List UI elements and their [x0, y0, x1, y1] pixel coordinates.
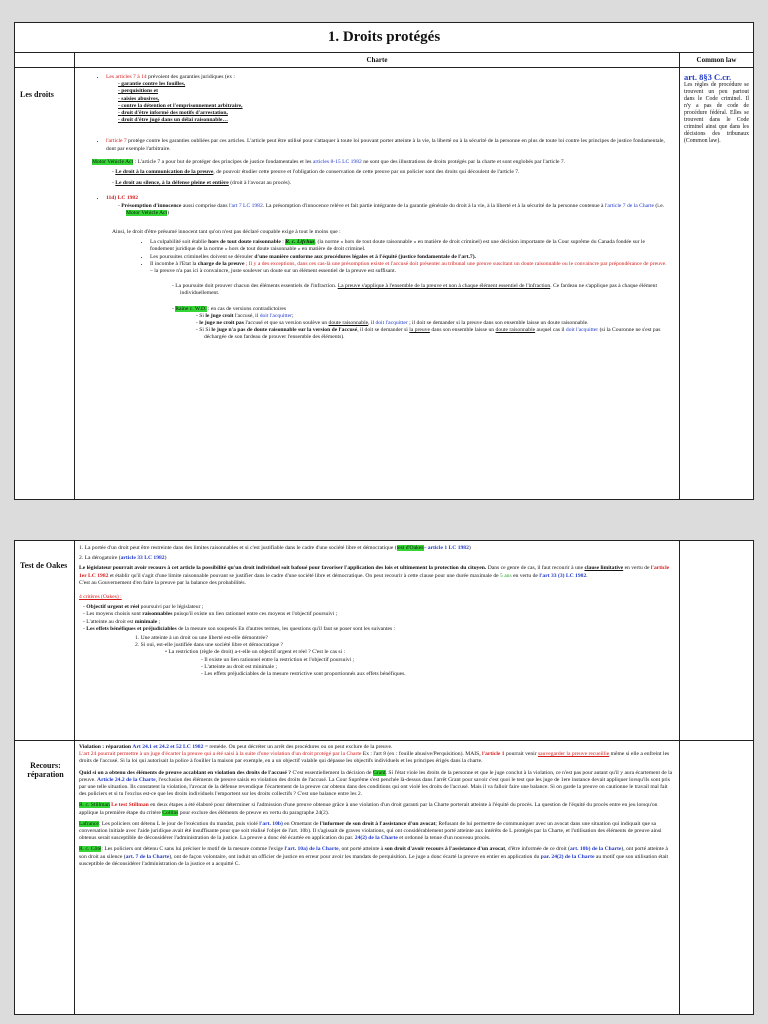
article-24-2-ref: Article 24.2 de la Charte — [97, 776, 156, 783]
criterion-text: ; — [158, 618, 161, 625]
condition-procedure — [150, 254, 670, 261]
stillman-text: en deux étapes a été élaboré pour déterminer si l'admission d'une preuve obtenue grâce à une violation d'un droit garanti par la Charte porterait atteinte à l'équité du procès. La question de l'équité du procès entre en jeu lorsqu'on applique la première étape du critère — [79, 802, 658, 816]
art-11d-ref: 11d) LC 1982 — [106, 195, 139, 202]
lafrance-text: : Les policiers ont détenu L le jour de l'exécution du mandat, puis violé — [98, 820, 258, 827]
bullet-11d — [106, 195, 670, 217]
cote-text: ), ont porté atteinte à son droit au silence ( — [79, 846, 668, 860]
presumption-text: (i.e. — [655, 202, 665, 209]
acquit-blue: doit l'acquitter — [259, 312, 292, 319]
article-7-ref: l'article 7 — [106, 138, 127, 145]
condition-text: Les poursuites criminelles doivent se dérouler — [150, 253, 253, 260]
document-page-1 — [14, 22, 754, 500]
wd-step-text: , il doit se demander si — [357, 327, 408, 334]
criterion-text: poursuivi par le législateur ; — [140, 604, 204, 611]
derogation-text: Dans ce genre de cas, il faut recourir à une — [487, 565, 584, 572]
guarantee-item: - perquisitions et — [126, 88, 670, 95]
article-33-3-ref: l'art 33 (3) LC 1982 — [539, 572, 587, 579]
recours-content-cell — [75, 741, 680, 1015]
collins-highlight: Collins — [162, 809, 179, 816]
par-24-2-ref: par. 24(2) de la Charte — [540, 853, 595, 860]
wd-step-text: auquel cas il — [536, 327, 565, 334]
lafrance-text: ; Refusant de lui permettre de communiquer avec un avocat dans une situation qui indiquait que sa conversation initiale avec l'aide juridique avait été insuffisante pour que soit réalisé l'objet de l'art. 10b). Il s'agissait de graves violations, qui ont considérablement porté atteinte aux intérêts de L protégés par la Charte, et l'utilisation des éléments de preuve ainsi obtenus serait susceptible de déconsidérer l'administration de la justice. La preuve a donc été écartée en application du par. — [79, 820, 662, 842]
oakes-highlight: test d'Oakes — [396, 545, 424, 551]
prosecution-item — [175, 283, 670, 297]
criterion-text: L'atteinte au droit est — [86, 618, 134, 625]
grant-text: . Si l'état viole les droits de la personne et que le juge conclut à la violation, ce n'est pas pour autant qu'il y aura écartement de la preuve. — [79, 769, 673, 783]
criterion-text: de la mesure son soupesés En d'autres termes, les questions qu'il faut se poser sont les suivantes : — [178, 625, 396, 632]
articles-7-14-text: prévoient des garanties juridiques (ex : — [148, 74, 235, 80]
row-label-recours: Recours: réparation — [15, 741, 75, 1015]
five-years-green: 5 ans — [500, 572, 512, 579]
remedy-text: Ex : l'art 8 (ex : fouille abusive/Perquisition). MAIS, — [362, 751, 481, 758]
wd-step-3 — [199, 327, 670, 341]
derogation-paragraph — [79, 565, 675, 579]
disclosure-right-item — [115, 169, 670, 176]
articles-7-14-ref: Les articles 7 à 14 — [106, 74, 147, 80]
acquit-blue: doit l'acquitter — [375, 320, 408, 327]
condition-text: – la preuve n'a pas ici à convaincre, juste soulever un doute sur un élément essentiel de la preuve est suffisant. — [150, 268, 397, 275]
lafrance-highlight: Lafrance — [79, 820, 99, 827]
grant-text: C'est essentiellement la décision de — [292, 769, 372, 776]
remedy-articles-ref: Art 24.1 et 24.2 et 52 LC 1982 — [132, 744, 204, 750]
article-1-ref: – article 1 LC 1982 — [423, 545, 469, 551]
oakes-common-law-cell — [680, 541, 754, 741]
common-law-cell — [679, 68, 753, 500]
silence-right-item — [115, 180, 670, 187]
cote-bold: son droit d'avoir recours à l'assistance d'un avocat — [384, 846, 506, 853]
presumption-title: Présomption d'innocence — [121, 202, 182, 209]
grant-paragraph — [79, 770, 675, 799]
wd-step-text: ; — [291, 312, 294, 319]
government-burden: C'est au Gouvernement d'en faire la preuve par la balance des probabilités. — [79, 579, 246, 586]
cote-text: , ont porté atteinte à — [338, 846, 384, 853]
presumption-innocence-item — [121, 202, 670, 217]
exception-red-text: ; Il y a des exceptions, dans ces cas-là une présomption existe et l'accusé doit présenter au tribunal une preuve suscitant un doute raisonnable ou le convaincre par prépondérance de preuve. — [245, 260, 667, 267]
guarantee-item: - contre la détention et l'emprisonnement arbitraire, — [126, 103, 670, 110]
question-3: • La restriction (règle de droit) a-t-elle un objectif urgent et réel ? C'est le cas si : — [165, 649, 346, 656]
criterion-text: Les moyens choisis sont — [86, 611, 141, 618]
wd-step-bold: le juge n'a pas de doute raisonnable sur la version de l'accusé — [211, 327, 358, 334]
wd-highlight: Raine c. W.D. — [175, 305, 207, 312]
common-law-text: Les règles de procédure se trouvent un peu partout dans le Code criminel. Il n'y a pas de code de procédure fédéral. Elles se trouvent dans le Code criminel ainsi que dans les décisions des tribunaux (Common law). — [683, 82, 749, 144]
condition-text: , (la norme « hors de tout doute raisonnable » en matière de droit criminel) est une décision importante de la Cour suprême du Canada fondée sur le fondement juridique de la norme « hors de tout doute raisonnable » en matière de droit criminel. — [150, 239, 645, 253]
wd-step-text: l'accusé, il — [234, 312, 259, 319]
question-1: 1. Une atteinte à un droit ou une liberté est-elle démontrée? — [135, 635, 268, 642]
stillman-paragraph — [79, 802, 675, 816]
motor-vehicle-act-highlight: Motor Vehicle Act — [92, 158, 134, 165]
question-2: 2. Si oui, est-elle justifiée dans une société libre et démocratique ? — [135, 642, 284, 649]
lafrance-text: en Omettant de — [284, 820, 319, 827]
row-label-les-droits: Les droits — [15, 68, 75, 500]
question-sub-item: - L'atteinte au droit est minimale ; — [209, 664, 675, 671]
derogation-text: en vertu de — [624, 565, 650, 572]
silence-right-text: (droit à l'avocat au procès). — [230, 180, 291, 187]
wd-step-text: , il — [368, 320, 375, 327]
grant-highlight: Grant — [372, 769, 386, 776]
condition-burden — [150, 261, 670, 275]
guarantee-item: - garantie contre les fouilles, — [126, 81, 670, 88]
condition-bold: charge de la preuve — [197, 260, 245, 267]
condition-bold: hors de tout doute raisonnable — [208, 239, 281, 246]
article-33-ref: article 33 LC 1982 — [120, 555, 165, 562]
condition-reasonable-doubt: • La culpabilité soit établie hors de tout doute raisonnable : R. c. Lifchus, (la norme « hors de tout doute raisonnable » en matière de droit criminel) est une décision importante de la Cour suprême du Canada fondée sur le fondement juridique de la norme « hors de tout doute raisonnable » en matière de droit criminel. — [150, 239, 670, 253]
acquit-blue: doit l'acquitter — [565, 327, 599, 334]
remedy-bold: Violation : réparation — [79, 744, 131, 750]
silence-right-title: Le droit au silence, à la défense pleine et entière — [115, 180, 229, 187]
motor-vehicle-act-paragraph — [92, 159, 670, 166]
row-label-oakes: Test de Oakes — [15, 541, 75, 741]
disclosure-right-title: Le droit à la communication de la preuve — [115, 169, 214, 176]
recours-common-law-cell — [680, 741, 754, 1015]
remedy-paragraph — [79, 744, 675, 766]
wd-step-underlined: la preuve — [409, 327, 430, 334]
article-1-red: l'article 1 — [482, 751, 505, 758]
criterion-bold: raisonnables — [142, 611, 173, 618]
guarantee-item: - saisies abusives, — [126, 96, 670, 103]
wd-step-text: dans son ensemble laisse un — [431, 327, 495, 334]
stillman-highlight: R. c. Stillman — [79, 802, 110, 809]
article-7-text: protège contre les garanties oubliées par ces articles. L'article peut être utilisé pour s'attaquer à toute loi pouvant porter atteinte à la vie, la liberté ou à la sécurité de la personne en plus de toute loi contre les principes de justice fondamentale, dont par exemple l'arbitraire. — [106, 138, 665, 152]
cote-text: , d'être informée de ce droit ( — [505, 846, 570, 853]
column-header-common-law: Common law — [679, 53, 753, 68]
art-7-charte-ref: l'article 7 de la Charte — [604, 202, 654, 209]
stillman-text: pour exclure des éléments de preuve en vertu du paragraphe 24(2). — [179, 809, 330, 816]
document-page-2 — [14, 540, 754, 1014]
empty-header-cell — [15, 53, 75, 68]
article-1er-ref: l'article 1er LC 1982 — [79, 565, 670, 579]
oakes-remedy-table — [14, 540, 754, 1015]
wd-step-bold: le juge croit — [205, 312, 234, 319]
cote-text: ), ont de façon volontaire, ont induit un officier de justice en erreur pour avoir les mandats de perquisition. Le juge a donc écarté la preuve en entier en application du — [169, 853, 540, 860]
art-24-2-ref: 24(2) de la Charte — [354, 835, 398, 842]
condition-bold: d'une manière conforme aux procédures légales et à l'équité (justice fondamentale de l'art.7). — [254, 253, 476, 260]
mva-text: ne sont que des illustrations de droits protégés par la charte et sont englobés par l'article 7. — [363, 158, 566, 165]
art-10b-ref: art. 10b) de la Charte — [569, 846, 622, 853]
wd-step-text: Si — [199, 312, 204, 319]
criterion-item — [86, 618, 675, 626]
wd-item — [175, 305, 670, 342]
prosecution-text: La poursuite doit prouver chacun des éléments essentiels de l'infraction. — [175, 283, 337, 290]
common-law-heading: art. 8§3 C.cr. — [683, 72, 732, 82]
lafrance-bold: l'informer de son droit à l'assistance d'un avocat — [319, 820, 436, 827]
wd-step-underlined: doute raisonnable — [495, 327, 536, 334]
art-24-red: L'art 24 pourrait permettre à un juge d'écarter la preuve qui a été saisi à la suite d'une violation d'un droit protégé par la Charte — [79, 751, 362, 758]
guarantee-item: - droit d'être jugé dans un délai raisonnable… — [126, 117, 670, 124]
mva-text: : L'article 7 a pour but de protéger des principes de justice fondamentales et les — [134, 158, 312, 165]
articles-8-15-ref: articles 8-15 LC 1982 — [312, 158, 362, 165]
oakes-text: ) — [164, 555, 167, 562]
disclosure-right-text: , de pouvoir étudier cette preuve et l'obligation de conservation de cette preuve par un policier sont des droits qui découlent de l'article 7. — [213, 169, 520, 176]
wd-step-underlined: doute raisonnable — [328, 320, 369, 327]
derogation-text: en vertu de — [513, 572, 538, 579]
criterion-bold: Objectif urgent et réel — [86, 604, 140, 611]
cote-text: au motif que son utilisation était susceptible de déconsidérer l'administration de la justice et a acquitté C. — [79, 853, 669, 867]
cote-highlight: R. c. Côté — [79, 846, 102, 853]
oakes-point-1 — [79, 545, 675, 552]
condition-text: Il incombe à l'Etat la — [150, 260, 197, 267]
presumption-text: aussi comprise dans — [182, 202, 228, 209]
wd-step-text: ; il doit se demander si la preuve dans son ensemble laisse un doute raisonnable. — [409, 320, 589, 327]
oakes-text: 1. La portée d'un droit peut être restreinte dans des limites raisonnables et si c'est justifiable dans le cadre d'une société libre et démocratique ( — [79, 545, 397, 551]
cote-text: : Les policiers ont détenu C sans lui préciser le motif de la mesure comme l'exige — [101, 846, 284, 853]
question-sub-item: - Il existe un lien rationnel entre la restriction et l'objectif poursuivi ; — [209, 657, 675, 664]
oakes-text: 2. La dérogatoire ( — [79, 555, 121, 562]
criterion-item — [86, 625, 675, 633]
ainsi-paragraph: Ainsi, le droit d'être présumé innocent tant qu'on n'est pas déclaré coupable exige à tout le moins que : — [112, 229, 341, 236]
clause-limitative: clause limitative — [584, 565, 624, 572]
cote-paragraph — [79, 846, 675, 868]
wd-step-text: Si Si — [199, 327, 210, 334]
column-header-charte: Charte — [75, 53, 680, 68]
remedy-text: = remède. On peut décréter un arrêt des procédures ou on peut exclure de la preuve. — [204, 744, 393, 750]
oakes-point-2 — [79, 555, 675, 562]
save-evidence-underlined: sauvegarder la preuve recueillie — [537, 751, 610, 758]
wd-step-bold: le juge ne croit pas — [199, 320, 244, 327]
criterion-bold: Les effets bénéfiques et préjudiciables — [86, 625, 177, 632]
prosecution-underlined: La preuve s'applique à l'ensemble de la preuve et non à chaque élément essentiel de l'infraction — [337, 283, 551, 290]
prosecution-text: . Ce fardeau ne s'applique pas à chaque élément individuellement. — [180, 283, 658, 297]
guarantee-item: - droit d'être informé des motifs d'arrestation, — [126, 110, 670, 117]
wd-step-text: l'accusé et que sa version soulève un — [245, 320, 328, 327]
derogation-text: et établir qu'il s'agit d'une limite raisonnable pouvant se justifier dans le cadre d'une société libre et démocratique. On peut recourir à cette clause pour une durée maximale de — [109, 572, 499, 579]
charte-content-cell — [75, 68, 680, 500]
grant-text: , l'exclusion des éléments de preuve saisis en violation des droits de l'accusé. La Cour Suprême s'est penchée là-dessus dans l'arrêt Grant pour savoir c'est quoi le test que les juge de 1ere instance devait appliquer lorsqu'ils sont pris par une telle situation. Ils constatent la violation, l'avocat de la défense revendique l'écartement de la preuve car obtenu dans des conditions qui ont violé les droits de l'accusé. Mais il va falloir faire une balance. Si on garde la preuve on cautionne le travail mal fait des policiers et si tu l'exclus est-ce que les droits individuels l'emportent sur les droits collectifs ? C'est une balance entre les 2. — [79, 776, 670, 798]
stillman-test-red: Le test Stillman — [111, 802, 149, 809]
art-7-ref: art. 7 de la Charte — [125, 853, 170, 860]
derogation-bold: Le législateur pourrait avoir recours à cet article la possibilité qu'un droit individuel soit bafoué pour favoriser l'application des lois et ultimement la protection du citoyen. — [79, 565, 487, 572]
art-7-ref: l'art 7 LC 1982 — [228, 202, 263, 209]
presumption-text: . La présomption d'innocence relève et fait partie intégrante de la garantie générale du droit à la vie, à la liberté et à la sécurité de la personne contenue à — [262, 202, 604, 209]
criteria-heading: 4 critères (Oakes) : — [79, 594, 122, 601]
remedy-text: pourrait venir — [505, 751, 537, 758]
wd-step-1 — [199, 312, 670, 320]
art-10b-ref: l'art. 10b) — [259, 820, 283, 827]
lifchus-highlight: R. c. Lifchus — [285, 239, 315, 246]
derogation-text: . — [586, 572, 588, 579]
motor-vehicle-act-highlight: Motor Vehicle Act — [126, 209, 168, 216]
bullet-article-7 — [106, 138, 670, 152]
rights-table — [14, 22, 754, 500]
criterion-bold: minimale — [134, 618, 158, 625]
condition-text: La culpabilité soit établie — [150, 239, 207, 246]
presumption-text: ) — [167, 209, 170, 216]
bullet-articles-7-14 — [106, 74, 670, 124]
art-10a-ref: l'art. 10a) de la Charte — [284, 846, 339, 853]
oakes-content-cell — [75, 541, 680, 741]
remedy-text: même si elle a enfreint les droits de l'accusé. Si la loi qui autorisait la police à fouiller la maison par exemple, en a un objectif valable qui dépasse les objectifs individuels et les principes érigés dans la charte. — [79, 751, 670, 765]
criterion-text: puisqu'il existe un lien rationnel entre ces moyens et l'objectif poursuivi ; — [173, 611, 338, 618]
question-sub-item: - Les effets préjudiciables de la mesure restrictive sont proportionnés aux effets bénéfiques. — [209, 671, 675, 678]
wd-text: : en cas de versions contradictoires — [207, 305, 287, 312]
oakes-text: ) — [468, 545, 471, 551]
grant-question: Quid si on a obtenu des éléments de preuve accablant en violation des droits de l'accusé ? — [79, 769, 292, 776]
wd-step-text: (si la Couronne ne s'est pas déchargée de son fardeau de prouver l'ensemble des éléments). — [204, 327, 661, 341]
lafrance-paragraph — [79, 821, 675, 843]
page-title: 1. Droits protégés — [15, 23, 754, 53]
criterion-item — [86, 611, 675, 618]
lafrance-text: et ordonné la tenue d'un nouveau procès. — [399, 835, 491, 842]
